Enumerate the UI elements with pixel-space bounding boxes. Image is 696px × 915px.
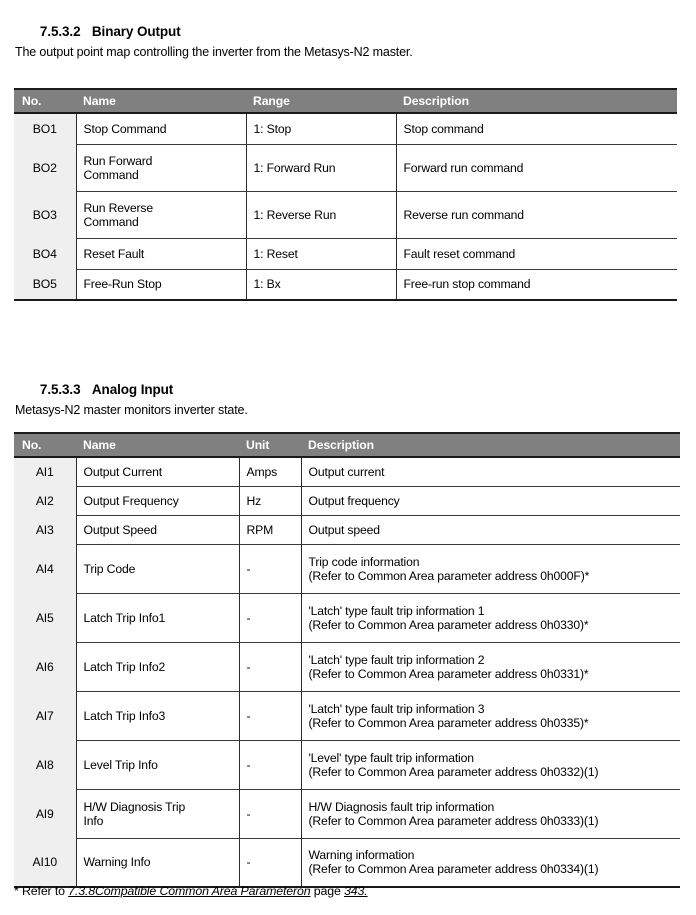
intro-text: The output point map controlling the inverter from the Metasys-N2 master. <box>15 45 413 59</box>
cell-unit: - <box>239 593 301 642</box>
cell-name: Reset Fault <box>76 238 246 269</box>
cell-name: Latch Trip Info3 <box>76 691 239 740</box>
cell-unit: - <box>239 789 301 838</box>
cell-unit: - <box>239 740 301 789</box>
section-title: Analog Input <box>91 382 174 397</box>
cell-name-line1: H/W Diagnosis Trip <box>83 799 186 814</box>
table-row <box>14 515 680 544</box>
cell-name: Level Trip Info <box>76 740 239 789</box>
cell-description-line1: Trip code information <box>308 554 420 569</box>
cell-no: AI5 <box>14 593 76 642</box>
cell-name-line2: Command <box>83 214 139 229</box>
cell-range: 1: Reset <box>246 238 396 269</box>
cell-no: AI7 <box>14 691 76 740</box>
table-row <box>14 238 677 269</box>
cell-range: 1: Forward Run <box>246 144 396 191</box>
cell-unit: Amps <box>239 457 301 486</box>
intro-paragraph-analog-input <box>15 403 248 417</box>
binary-output-table <box>14 88 677 301</box>
column-header-no: No. <box>14 433 76 457</box>
cell-description: Fault reset command <box>396 238 677 269</box>
cell-description: Reverse run command <box>396 191 677 238</box>
table-row <box>14 593 680 642</box>
cell-no: AI1 <box>14 457 76 486</box>
cell-description <box>301 838 680 887</box>
cell-name: Free-Run Stop <box>76 269 246 300</box>
cell-no: BO1 <box>14 113 76 144</box>
table-row <box>14 642 680 691</box>
table-row <box>14 544 680 593</box>
cell-name-line2: Info <box>83 813 104 828</box>
analog-input-table-wrap <box>0 432 680 888</box>
cell-description <box>301 691 680 740</box>
cell-description-line2: (Refer to Common Area parameter address 0h0332)(1) <box>308 764 599 779</box>
footnote-lead: Refer to <box>21 884 65 898</box>
cell-no: AI2 <box>14 486 76 515</box>
column-header-description: Description <box>396 89 677 113</box>
cell-description: Output speed <box>301 515 680 544</box>
cell-unit: - <box>239 544 301 593</box>
table-row <box>14 191 677 238</box>
table-row <box>14 144 677 191</box>
table-row <box>14 457 680 486</box>
table-row <box>14 691 680 740</box>
cell-description-line2: (Refer to Common Area parameter address 0h0333)(1) <box>308 813 599 828</box>
section-title: Binary Output <box>91 24 181 39</box>
footnote <box>14 884 368 898</box>
cell-name: Output Speed <box>76 515 239 544</box>
cell-unit: - <box>239 642 301 691</box>
cell-description <box>301 740 680 789</box>
cell-description-line1: H/W Diagnosis fault trip information <box>308 799 495 814</box>
cell-description <box>301 642 680 691</box>
footnote-page-number[interactable]: 343. <box>344 884 368 898</box>
table-row <box>14 113 677 144</box>
binary-output-table-wrap <box>0 88 677 301</box>
cell-description-line2: (Refer to Common Area parameter address 0h0335)* <box>308 715 589 730</box>
cell-no: AI9 <box>14 789 76 838</box>
table-header-row <box>14 433 680 457</box>
cell-description: Output frequency <box>301 486 680 515</box>
table-row <box>14 789 680 838</box>
table-row <box>14 269 677 300</box>
cell-no: BO2 <box>14 144 76 191</box>
cell-name: Warning Info <box>76 838 239 887</box>
cell-description-line1: Warning information <box>308 848 415 863</box>
cell-no: AI8 <box>14 740 76 789</box>
cell-description <box>301 544 680 593</box>
cell-no: BO4 <box>14 238 76 269</box>
cell-description-line1: 'Latch' type fault trip information 3 <box>308 701 485 716</box>
column-header-no: No. <box>14 89 76 113</box>
table-row <box>14 740 680 789</box>
cell-name: Trip Code <box>76 544 239 593</box>
section-number: 7.5.3.2 <box>39 24 81 39</box>
cell-range: 1: Stop <box>246 113 396 144</box>
cell-no: AI3 <box>14 515 76 544</box>
intro-paragraph-binary-output <box>15 45 413 59</box>
footnote-wrap <box>14 884 368 898</box>
column-header-unit: Unit <box>239 433 301 457</box>
column-header-range: Range <box>246 89 396 113</box>
analog-input-table <box>14 432 680 888</box>
cell-no: BO5 <box>14 269 76 300</box>
cell-range: 1: Bx <box>246 269 396 300</box>
cell-unit: - <box>239 691 301 740</box>
cell-name <box>76 144 246 191</box>
cell-description-line1: 'Latch' type fault trip information 1 <box>308 603 485 618</box>
column-header-name: Name <box>76 89 246 113</box>
cell-description-line1: 'Latch' type fault trip information 2 <box>308 652 485 667</box>
column-header-name: Name <box>76 433 239 457</box>
cell-description: Output current <box>301 457 680 486</box>
cell-description-line2: (Refer to Common Area parameter address 0h000F)* <box>308 568 590 583</box>
cell-unit: - <box>239 838 301 887</box>
cell-description <box>301 593 680 642</box>
cell-description <box>301 789 680 838</box>
column-header-description: Description <box>301 433 680 457</box>
cell-description: Free-run stop command <box>396 269 677 300</box>
cell-description: Stop command <box>396 113 677 144</box>
cell-no: AI10 <box>14 838 76 887</box>
cell-unit: RPM <box>239 515 301 544</box>
footnote-page-label: page <box>313 884 341 898</box>
cell-description: Forward run command <box>396 144 677 191</box>
table-header-row <box>14 89 677 113</box>
section-number: 7.5.3.3 <box>39 382 81 397</box>
cell-name-line1: Run Reverse <box>83 200 153 215</box>
cell-range: 1: Reverse Run <box>246 191 396 238</box>
cell-name <box>76 789 239 838</box>
cell-description-line1: 'Level' type fault trip information <box>308 750 474 765</box>
footnote-cross-reference-link[interactable]: 7.3.8Compatible Common Area Parameter <box>68 884 298 898</box>
cell-unit: Hz <box>239 486 301 515</box>
cell-name-line1: Run Forward <box>83 153 153 168</box>
cell-name: Output Current <box>76 457 239 486</box>
cell-description-line2: (Refer to Common Area parameter address 0h0330)* <box>308 617 589 632</box>
cell-no: BO3 <box>14 191 76 238</box>
footnote-mid: on <box>297 884 311 898</box>
cell-no: AI6 <box>14 642 76 691</box>
cell-description-line2: (Refer to Common Area parameter address 0h0331)* <box>308 666 589 681</box>
cell-name: Latch Trip Info1 <box>76 593 239 642</box>
cell-no: AI4 <box>14 544 76 593</box>
cell-description-line2: (Refer to Common Area parameter address 0h0334)(1) <box>308 862 599 877</box>
intro-text: Metasys-N2 master monitors inverter state. <box>15 403 248 417</box>
table-row <box>14 486 680 515</box>
cell-name <box>76 191 246 238</box>
table-row <box>14 838 680 887</box>
cell-name: Latch Trip Info2 <box>76 642 239 691</box>
cell-name-line2: Command <box>83 167 139 182</box>
cell-name: Output Frequency <box>76 486 239 515</box>
footnote-marker: * <box>14 884 19 898</box>
cell-name: Stop Command <box>76 113 246 144</box>
